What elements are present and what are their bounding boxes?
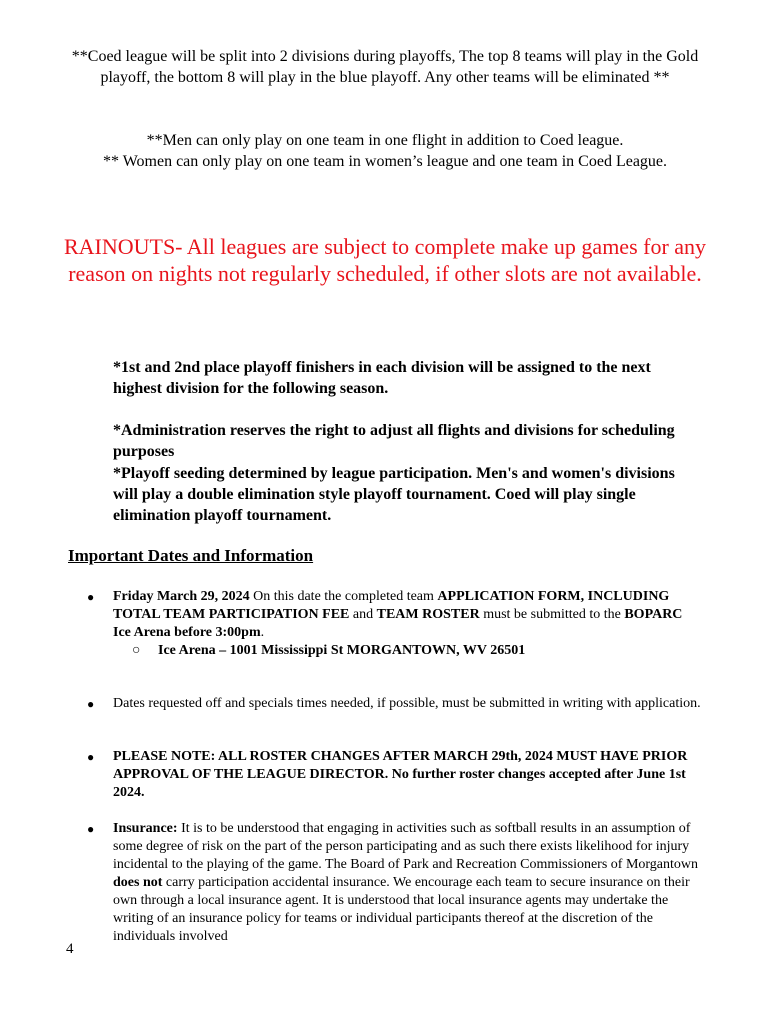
rainouts-notice: RAINOUTS- All leagues are subject to complete make up games for any reason on nights not regularly scheduled, if other slots are not available. xyxy=(63,234,707,286)
seeding-rule: *Playoff seeding determined by league participation. Men's and women's divisions will play a double elimination style playoff tournament. Coed will play single elimination playoff tournament. xyxy=(113,465,675,524)
deadline-date: Friday March 29, 2024 xyxy=(113,589,250,604)
page-number: 4 xyxy=(66,941,74,957)
list-item-insurance: ● Insurance: It is to be understood that engaging in activities such as softball results in an assumption of some degree of risk on the part of the person participating and as such there exists likelihood for injury incidental to the playing of the game. The Board of Park and Recreation Commissioners of Morgantown does not carry participation accidental insurance. We encourage each team to secure insurance on their own through a local insurance agent. It is understood that local insurance agents may undertake the writing of an insurance policy for teams or individual participants thereof at the discretion of the individuals involved xyxy=(87,821,699,944)
insurance-label: Insurance: xyxy=(113,821,178,836)
women-restriction-note: ** Women can only play on one team in women’s league and one team in Coed League. xyxy=(102,153,668,170)
list-item-roster-changes: ● PLEASE NOTE: ALL ROSTER CHANGES AFTER MARCH 29th, 2024 MUST HAVE PRIOR APPROVAL OF THE LEAGUE DIRECTOR. No further roster changes accepted after June 1st 2024. xyxy=(87,749,688,800)
list-item-application-deadline: ● Friday March 29, 2024 On this date the completed team APPLICATION FORM, INCLUDING TOTAL TEAM PARTICIPATION FEE and TEAM ROSTER must be submitted to the BOPARC Ice Arena before 3:00pm. xyxy=(87,589,683,640)
list-item-dates-requested: ● Dates requested off and specials times needed, if possible, must be submitted in writing with application. xyxy=(87,696,701,711)
arena-address: Ice Arena – 1001 Mississippi St MORGANTOWN, WV 26501 xyxy=(158,643,526,658)
men-restriction-note: **Men can only play on one team in one flight in addition to Coed league. xyxy=(146,132,624,149)
sub-list-item-arena-address xyxy=(133,643,525,659)
bullet-icon: ● xyxy=(87,590,95,604)
promotion-rule: *1st and 2nd place playoff finishers in each division will be assigned to the next highest division for the following season. xyxy=(113,359,651,397)
bullet-icon: ● xyxy=(87,750,95,764)
coed-playoff-note: **Coed league will be split into 2 divisions during playoffs, The top 8 teams will play in the Gold playoff, the bottom 8 will play in the blue playoff. Any other teams will be eliminated ** xyxy=(71,48,699,86)
team-restriction-notes xyxy=(40,130,730,172)
bullet-icon: ● xyxy=(87,822,95,836)
admin-rule: *Administration reserves the right to adjust all flights and divisions for scheduling purposes xyxy=(113,422,675,460)
section-heading: Important Dates and Information xyxy=(68,546,314,565)
circle-bullet-icon: ○ xyxy=(132,643,141,658)
bullet-icon: ● xyxy=(87,697,95,711)
